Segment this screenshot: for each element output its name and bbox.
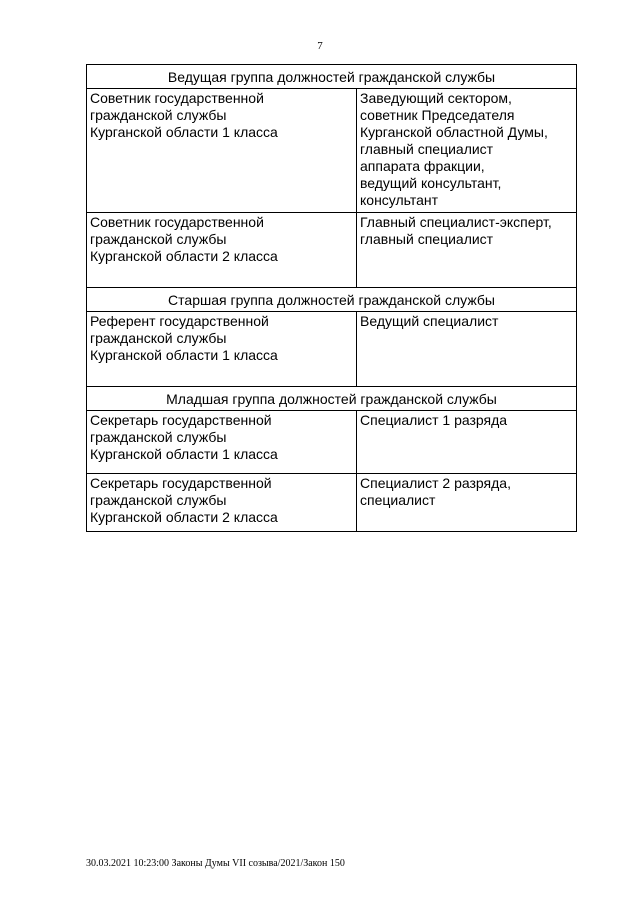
rank-cell <box>87 474 357 532</box>
table-row <box>87 213 577 288</box>
position-cell <box>357 312 577 387</box>
rank-line: Курганской области 1 класса <box>90 347 278 363</box>
rank-line: гражданской службы <box>90 429 227 445</box>
rank-line: Советник государственной <box>90 214 264 230</box>
rank-line: гражданской службы <box>90 492 227 508</box>
group-header-row <box>87 65 577 89</box>
position-line: главный специалист <box>360 141 494 157</box>
rank-line: Курганской области 2 класса <box>90 248 278 264</box>
position-line: советник Председателя <box>360 107 515 123</box>
position-cell <box>357 474 577 532</box>
rank-line: Референт государственной <box>90 313 269 329</box>
rank-cell <box>87 312 357 387</box>
rank-line: Секретарь государственной <box>90 412 272 428</box>
position-line: специалист <box>360 492 436 508</box>
rank-line: Секретарь государственной <box>90 475 272 491</box>
position-line: Специалист 1 разряда <box>360 412 508 428</box>
position-cell <box>357 213 577 288</box>
position-cell <box>357 89 577 213</box>
position-line: Специалист 2 разряда, <box>360 475 511 491</box>
rank-cell <box>87 89 357 213</box>
position-line: ведущий консультант, <box>360 175 502 191</box>
rank-line: Курганской области 1 класса <box>90 124 278 140</box>
rank-line: гражданской службы <box>90 231 227 247</box>
ranks-table <box>86 64 577 532</box>
rank-cell <box>87 213 357 288</box>
group-title: Старшая группа должностей гражданской службы <box>87 288 577 312</box>
rank-cell <box>87 411 357 474</box>
rank-line: гражданской службы <box>90 330 227 346</box>
group-title: Ведущая группа должностей гражданской службы <box>87 65 577 89</box>
position-line: главный специалист <box>360 231 494 247</box>
rank-line: Курганской области 2 класса <box>90 509 278 525</box>
table-row <box>87 411 577 474</box>
rank-line: Советник государственной <box>90 90 264 106</box>
position-cell <box>357 411 577 474</box>
table-row <box>87 474 577 532</box>
position-line: аппарата фракции, <box>360 158 485 174</box>
position-line: Главный специалист-эксперт, <box>360 214 552 230</box>
rank-line: Курганской области 1 класса <box>90 446 278 462</box>
group-header-row <box>87 288 577 312</box>
position-line: Курганской областной Думы, <box>360 124 548 140</box>
table-row <box>87 89 577 213</box>
table-row <box>87 312 577 387</box>
rank-line: гражданской службы <box>90 107 227 123</box>
page-number: 7 <box>317 40 323 52</box>
footer-stamp: 30.03.2021 10:23:00 Законы Думы VII созыва/2021/Закон 150 <box>86 858 345 869</box>
group-title: Младшая группа должностей гражданской службы <box>87 387 577 411</box>
position-line: Ведущий специалист <box>360 313 499 329</box>
group-header-row <box>87 387 577 411</box>
position-line: Заведующий сектором, <box>360 90 512 106</box>
position-line: консультант <box>360 192 439 208</box>
